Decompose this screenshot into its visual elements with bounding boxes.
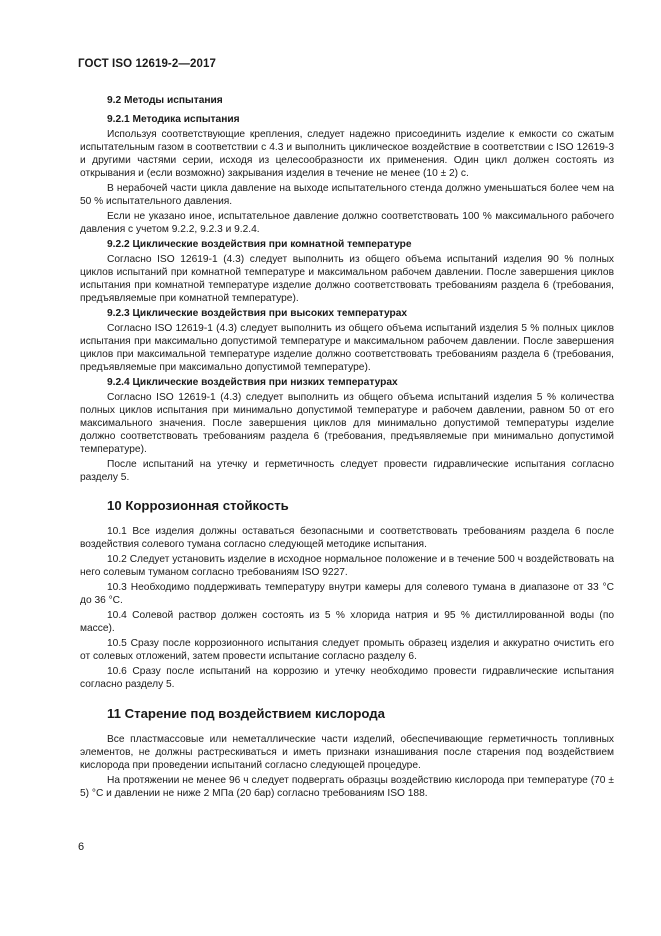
subsection-heading-9-2-1: 9.2.1 Методика испытания: [107, 114, 240, 125]
subsection-heading-9-2-4: 9.2.4 Циклические воздействия при низких температурах: [107, 377, 398, 388]
subsection-heading-9-2-3: 9.2.3 Циклические воздействия при высоких температурах: [107, 308, 408, 319]
paragraph: Если не указано иное, испытательное давление должно соответствовать 100 % максимального рабочего давления с учетом 9.2.2, 9.2.3 и 9.2.4.: [80, 211, 614, 235]
paragraph: Согласно ISO 12619-1 (4.3) следует выполнить из общего объема испытаний изделия 90 % полных циклов испытаний при комнатной температуре и максимальном рабочем давлении. После завершения циклов испытания при комнатной температуре изделие должно соответствовать требованиям раздела 6 (требования, предъявляемые при комнатной температуре).: [80, 254, 614, 304]
paragraph: Согласно ISO 12619-1 (4.3) следует выполнить из общего объема испытаний изделия 5 % количества полных циклов испытания при минимально допустимой температуре и рабочем давлении, равном 50 от его максимального значения. После завершения циклов для минимально допустимой температуры изделие должно соответствовать требованиям раздела 6 (требования, предъявляемые при минимально допустимой температуре).: [80, 392, 614, 455]
document-body: [80, 94, 614, 802]
paragraph: После испытаний на утечку и герметичность следует провести гидравлические испытания согласно разделу 5.: [80, 459, 614, 483]
paragraph: 10.1 Все изделия должны оставаться безопасными и соответствовать требованиям раздела 6 после воздействия солевого тумана согласно следующей методике испытания.: [80, 526, 614, 550]
subsection-heading-9-2-2: 9.2.2 Циклические воздействия при комнатной температуре: [107, 239, 412, 250]
paragraph: 10.2 Следует установить изделие в исходное нормальное положение и в течение 500 ч воздействовать на него солевым туманом согласно требованиям ISO 9227.: [80, 554, 614, 578]
paragraph: 10.4 Солевой раствор должен состоять из 5 % хлорида натрия и 95 % дистиллированной воды (по массе).: [80, 610, 614, 634]
section-heading-10: 10 Коррозионная стойкость: [107, 498, 289, 513]
document-header: ГОСТ ISO 12619-2—2017: [78, 58, 216, 70]
paragraph: Используя соответствующие крепления, следует надежно присоединить изделие к емкости со сжатым испытательным газом в соответствии с 4.3 и выполнить циклическое воздействие в соответствии с ISO 12619-3 и другими частями серии, исходя из целесообразности их применения. Один цикл должен состоять из открывания и (если возможно) закрывания изделия в течение не менее (10 ± 2) с.: [80, 129, 614, 179]
paragraph: 10.6 Сразу после испытаний на коррозию и утечку необходимо провести гидравлические испытания согласно разделу 5.: [80, 666, 614, 690]
section-heading-9-2: 9.2 Методы испытания: [107, 95, 223, 106]
paragraph: В нерабочей части цикла давление на выходе испытательного стенда должно уменьшаться более чем на 50 % испытательного давления.: [80, 183, 614, 207]
page-number: 6: [78, 841, 85, 853]
paragraph: 10.3 Необходимо поддерживать температуру внутри камеры для солевого тумана в диапазоне от 33 °С до 36 °С.: [80, 582, 614, 606]
paragraph: Все пластмассовые или неметаллические части изделий, обеспечивающие герметичность топливных элементов, не должны растрескиваться и иметь признаки изнашивания после старения под воздействием кислорода при проведении испытаний согласно следующей процедуре.: [80, 734, 614, 771]
paragraph: На протяжении не менее 96 ч следует подвергать образцы воздействию кислорода при температуре (70 ± 5) °С и давлении не ниже 2 МПа (20 бар) согласно требованиям ISO 188.: [80, 775, 614, 799]
section-heading-11: 11 Старение под воздействием кислорода: [107, 706, 385, 721]
paragraph: Согласно ISO 12619-1 (4.3) следует выполнить из общего объема испытаний изделия 5 % полных циклов испытания при максимально допустимой температуре и максимальном рабочем давлении. После завершения циклов при максимальной температуре изделие должно соответствовать требованиям раздела 6 (требования, предъявляемые при максимально допустимой температуре).: [80, 323, 614, 373]
paragraph: 10.5 Сразу после коррозионного испытания следует промыть образец изделия и аккуратно очистить его от солевых отложений, затем провести испытание согласно разделу 6.: [80, 638, 614, 662]
